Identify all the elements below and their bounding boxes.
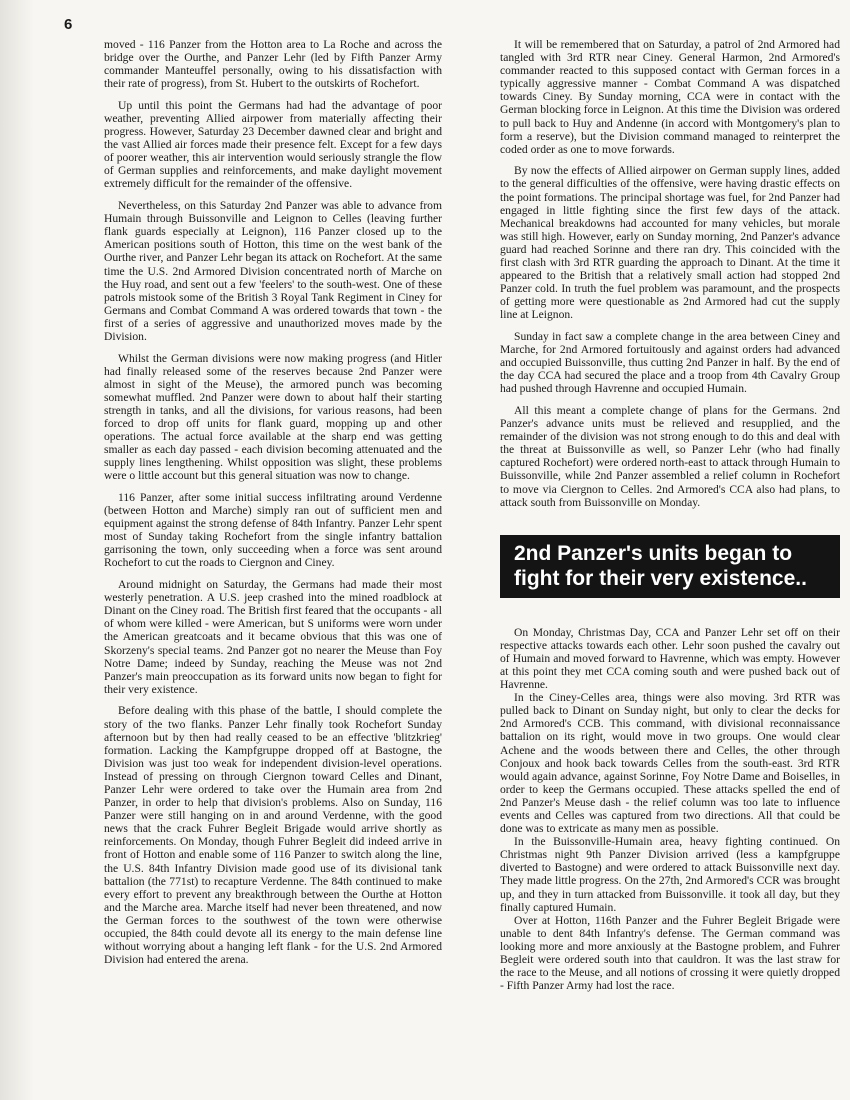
paragraph: Sunday in fact saw a complete change in the area between Ciney and Marche, for 2nd Armored fortuitously and against orders had advanced and occupied Buissonville, thus cutting 2nd Panzer in half. By the end of the day CCA had secured the place and a troop from 4th Cavalry Group had pushed through Havrenne and occupied Humain. [500,329,840,396]
paragraph: In the Buissonville-Humain area, heavy fighting continued. On Christmas night 9th Panzer Division arrived (less a kampfgruppe diverted to Bastogne) and were ordered to attack Buissonville next day. They made little progress. On the 27th, 2nd Armored's CCR was brought up, and they in turn attacked from Buissonville. it took all day, but they finally captured Humain. [500,835,840,914]
page-left-edge [0,0,34,1100]
page-number: 6 [64,16,73,33]
paragraph: 116 Panzer, after some initial success infiltrating around Verdenne (between Hotton and Marche) simply ran out of sufficient men and equipment against the strong defense of 84th Infantry. Panzer Lehr spent most of Sunday taking Rochefort from the single infantry battalion garrisoning the town, only succeeding when a force was sent around Rochefort to cut the roads to Ciergnon and Ciney. [104,491,442,570]
paragraph: moved - 116 Panzer from the Hotton area to La Roche and across the bridge over the Ourthe, and Panzer Lehr (led by Fifth Panzer Army commander Manteuffel personally, owing to his dissatisfaction with their rate of progress), from St. Hubert to the outskirts of Rochefort. [104,38,442,91]
paragraph: Around midnight on Saturday, the Germans had made their most westerly penetration. A U.S. jeep crashed into the mined roadblock at Dinant on the Ciney road. The British first feared that the occupants - all of whom were killed - were American, but S uniforms were worn under the American greatcoats and it became obvious that this was one of Skorzeny's special teams. 2nd Panzer got no nearer the Meuse than Foy Notre Dame; indeed by Sunday, reaching the Meuse was not 2nd Panzer's main preoccupation as its forward units now began to fight for their very existence. [104,578,442,696]
paragraph: Before dealing with this phase of the battle, I should complete the story of the two flanks. Panzer Lehr finally took Rochefort Sunday afternoon but by then had really ceased to be an effective 'blitzkrieg' formation. Lacking the Kampfgruppe dropped off at Bastogne, the Division was just too weak for independent division-level operations. Instead of pressing on through Ciergnon toward Celles and Dinant, Panzer Lehr were ordered to take over the Humain area from 2nd Panzer, in order to help that division's problems. Also on Sunday, 116 Panzer were still hanging on in and around Verdenne, with the good news that the crack Fuhrer Begleit Brigade would arrive shortly as reinforcements. On Monday, though Fuhrer Begleit did indeed arrive in front of Hotton and enable some of 116 Panzer to switch along the line, the U.S. 84th Infantry Division made good use of its divisional tank battalion (the 771st) to recapture Verdenne. The 84th continued to make every effort to prevent any breakthrough between the Ourthe at Hotton and the Marche area. Marche itself had never been threatened, and now the German forces to the southwest of the town were otherwise occupied, the 84th could devote all its energy to the main defense line without worrying about a hanging left flank - for the U.S. 2nd Armored Division had entered the arena. [104,704,442,967]
left-column [104,38,442,975]
paragraph: In the Ciney-Celles area, things were also moving. 3rd RTR was pulled back to Dinant on Sunday night, but only to clear the decks for 2nd Armored's CCB. This command, with divisional reconnaissance battalion on its right, would move in two groups. One would clear Achene and the woods between there and Celles, the other through Conjoux and hook back towards Celles from the south-east. 3rd RTR would again advance, against Sorinne, Foy Notre Dame and Boiselles, in order to keep the Germans occupied. These attacks spelled the end of 2nd Panzer's Meuse dash - the relief column was too late to influence events and Celles was captured from two directions. All that could be done was to extricate as many men as possible. [500,691,840,836]
paragraph: Up until this point the Germans had had the advantage of poor weather, preventing Allied airpower from materially affecting their progress. However, Saturday 23 December dawned clear and bright and the vast Allied air forces made their presence felt. Except for a few days of poorer weather, this air intervention would seriously strangle the flow of German supplies and reinforcements, and make daylight movement extremely difficult for the remainder of the offensive. [104,98,442,191]
paragraph: It will be remembered that on Saturday, a patrol of 2nd Armored had tangled with 3rd RTR near Ciney. General Harmon, 2nd Armored's commander reacted to this supposed contact with German forces in a typically aggressive manner - Combat Command A was dispatched towards Ciney. By Sunday morning, CCA were in contact with the German blocking force in Leignon. At this time the Division was ordered to pull back to Huy and Andenne (in accord with Montgomery's plan to form a reserve), but the Division command managed to reinterpret the coded order as one to move forwards. [500,38,841,156]
paragraph: All this meant a complete change of plans for the Germans. 2nd Panzer's advance units must be relieved and resupplied, and the remainder of the division was not strong enough to do this and deal with the threat at Buissonville as well, so Panzer Lehr (who had finally captured Rochefort) were ordered north-east to attack through Humain to Buissonville, while 2nd Panzer assembled a relief column in Rochefort to move via Ciergnon to Celles. 2nd Armored's CCA also had plans, to attack south from Buissonville on Monday. [500,403,840,509]
paragraph: Over at Hotton, 116th Panzer and the Fuhrer Begleit Brigade were unable to dent 84th Infantry's defense. The German command was looking more and more anxiously at the Bastogne problem, and Fuhrer Begleit were ordered south into that cauldron. It was the last straw for the race to the Meuse, and all notions of crossing it were quietly dropped - Fifth Panzer Army had lost the race. [500,913,840,993]
pull-quote [500,535,840,598]
right-column [500,38,840,992]
pull-quote-line: 2nd Panzer's units began to [514,541,793,565]
paragraph: Whilst the German divisions were now making progress (and Hitler had finally released some of the reserves because 2nd Panzer were almost in sight of the Meuse), the armored punch was becoming somewhat muffled. 2nd Panzer were down to about half their starting strength in tanks, and all the divisions, for various reasons, had been forced to drop off units for flank guard, mopping up and other operations. The actual force available at the sharp end was getting smaller as each day passed - each division becoming attenuated and the supply lines lengthening. Whilst opposition was slight, these problems were o little account but this general situation was now to change. [104,351,442,483]
paragraph: By now the effects of Allied airpower on German supply lines, added to the general difficulties of the offensive, were having drastic effects on the point formations. The principal shortage was fuel, for 2nd Panzer had engaged in little fighting since the first few days of the attack. Mechanical breakdowns had accounted for many vehicles, but morale was still high. However, early on Sunday morning, 2nd Panzer's advance guard had reached Sorinne and there ran dry. This coincided with the first clash with 3rd RTR guarding the approach to Dinant. At the time it appeared to the British that a relatively small action had stopped 2nd Panzer cold. In truth the fuel problem was paramount, and the prospects of getting more were questionable as 2nd Armored had cut the supply line at Leignon. [500,164,840,322]
paragraph: Nevertheless, on this Saturday 2nd Panzer was able to advance from Humain through Buissonville and Leignon to Celles (leaving further flank guards especially at Leignon), 116 Panzer closed up to the American positions south of Hotton, this time on the west bank of the Ourthe river, and Panzer Lehr began its attack on Rochefort. At the same time the U.S. 2nd Armored Division concentrated north of Marche on the Huy road, and sent out a few 'feelers' to the south-west. One of these patrols mistook some of the British 3 Royal Tank Regiment in Ciney for Germans and Combat Command A was ordered towards that town - the first of a series of aggressive and unauthorized moves made by the Division. [104,199,442,343]
paragraph: On Monday, Christmas Day, CCA and Panzer Lehr set off on their respective attacks towards each other. Lehr soon pushed the cavalry out of Humain and moved forward to Havrenne, which was empty. However at this point they met CCA coming south and were pushed back out of Havrenne. [500,625,840,692]
pull-quote-line: fight for their very existence.. [514,566,807,590]
